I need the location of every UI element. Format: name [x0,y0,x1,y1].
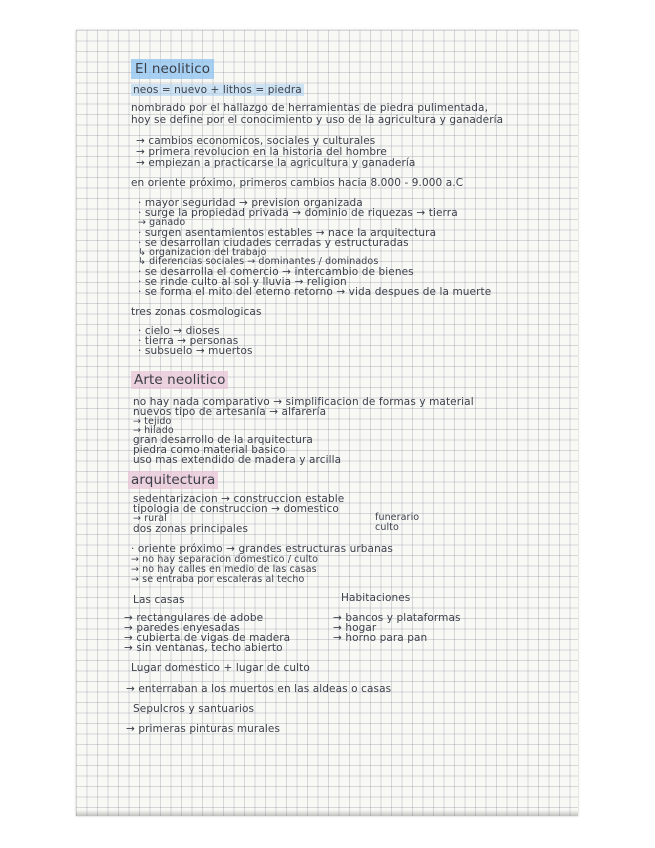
zones-heading: tres zonas cosmologicas [131,306,262,318]
bullet-item: · se forma el mito del eterno retorno → vida despues de la muerte [138,286,492,298]
change-item: → empiezan a practicarse la agricultura y ganadería [136,157,416,169]
bullet-item: · se desarrolla el comercio → intercambio de bienes [138,266,414,278]
change-item: → primera revolucion en la historia del hombre [136,146,387,158]
casas-item: → paredes enyesadas [124,622,240,634]
casas-item: → cubierta de vigas de madera [124,632,291,644]
arte-heading: Arte neolitico [131,372,228,388]
intro-line: hoy se define por el conocimiento y uso de la agricultura y ganadería [131,114,504,126]
bullet-item: · se desarrollan ciudades cerradas y estructuradas [138,237,409,249]
arte-line: nuevos tipo de artesanía → alfarería [133,406,327,418]
arq-zone-item: culto [375,522,399,533]
orient-block-line: → se entraba por escaleras al techo [131,574,305,585]
page-title: El neolitico [131,61,214,77]
arq-zone-item: funerario [375,512,420,523]
zone-item: · cielo → dioses [138,325,220,337]
bullet-item: ↳ diferencias sociales → dominantes / dominados [138,256,379,267]
arq-line: tipologia de construccion → domestico [133,503,339,515]
bullet-item: · surge la propiedad privada → dominio de riquezas → tierra [138,207,458,219]
casas-item: → rectangulares de adobe [124,612,264,624]
closing-line: Lugar domestico + lugar de culto [131,662,310,674]
orient-block-line: · oriente próximo → grandes estructuras urbanas [131,543,393,555]
bullet-item: · se rinde culto al sol y lluvia → religion [138,276,347,288]
arq-line: dos zonas principales [133,523,249,535]
bullet-item: → ganado [138,217,186,228]
change-item: → cambios economicos, sociales y culturales [136,135,376,147]
intro-line: nombrado por el hallazgo de herramientas de piedra pulimentada, [131,102,489,114]
closing-line: Sepulcros y santuarios [133,703,255,715]
closing-line: → primeras pinturas murales [126,723,281,735]
orient-line: en oriente próximo, primeros cambios hacia 8.000 - 9.000 a.C [131,177,464,189]
orient-block-line: → no hay calles en medio de las casas [131,564,317,575]
habitaciones-item: → bancos y plataformas [333,612,461,624]
arq-line: sedentarizacion → construccion estable [133,493,345,505]
casas-item: → sin ventanas, techo abierto [124,642,283,654]
habitaciones-heading: Habitaciones [341,592,411,604]
zone-item: · subsuelo → muertos [138,345,253,357]
arte-line: gran desarrollo de la arquitectura [133,434,313,446]
arte-line: → hilado [133,425,174,436]
closing-line: → enterraban a los muertos en las aldeas o casas [126,683,392,695]
arte-line: → tejido [133,416,172,427]
orient-block-line: → no hay separacion domestico / culto [131,554,319,565]
zone-item: · tierra → personas [138,335,239,347]
arte-line: piedra como material basico [133,444,286,456]
bullet-item: · mayor seguridad → prevision organizada [138,197,363,209]
arte-line: uso mas extendido de madera y arcilla [133,454,342,466]
etymology-line: neos = nuevo + lithos = piedra [133,84,302,96]
bullet-item: ↳ organizacion del trabajo [138,247,267,258]
casas-heading: Las casas [133,594,185,606]
bullet-item: · surgen asentamientos estables → nace la arquitectura [138,227,437,239]
arq-heading: arquitectura [128,472,218,488]
habitaciones-item: → horno para pan [333,632,428,644]
arte-line: no hay nada comparativo → simplificacion de formas y material [133,396,474,408]
arq-line: → rural [133,513,167,524]
habitaciones-item: → hogar [333,622,377,634]
